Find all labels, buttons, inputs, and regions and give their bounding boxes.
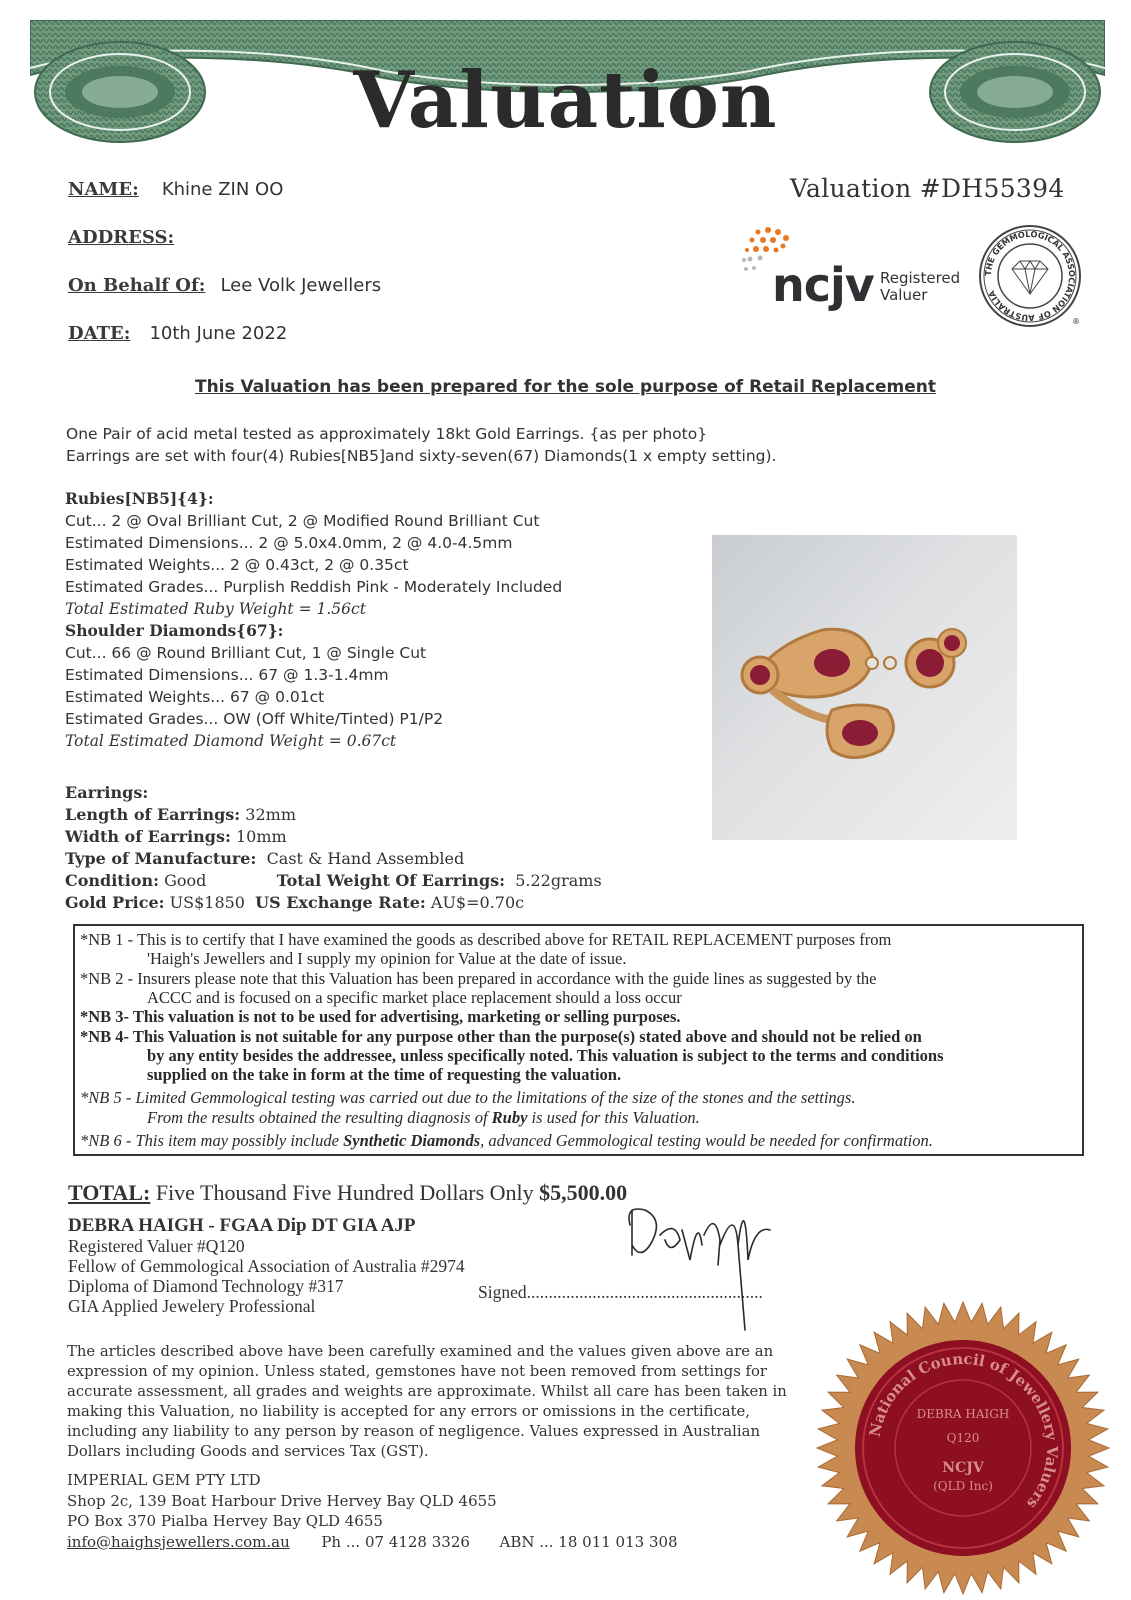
manufacture-value: Cast & Hand Assembled	[266, 849, 465, 868]
company-details	[67, 1470, 678, 1552]
gaa-seal-text: THE GEMMOLOGICAL ASSOCIATION OF AUSTRALIA	[982, 228, 1078, 324]
rubies-cut: Cut... 2 @ Oval Brilliant Cut, 2 @ Modified Round Brilliant Cut	[65, 512, 540, 530]
description-line-1: One Pair of acid metal tested as approximately 18kt Gold Earrings. {as per photo}	[66, 425, 708, 443]
rubies-heading: Rubies[NB5]{4}:	[65, 489, 214, 508]
diamonds-total: Total Estimated Diamond Weight = 0.67ct	[65, 732, 397, 750]
description-line-2: Earrings are set with four(4) Rubies[NB5]and sixty-seven(67) Diamonds(1 x empty setting).	[66, 447, 777, 465]
disclaimer: The articles described above have been carefully examined and the values given above are an expression of my opinion. Unless stated, gemstones have not been removed from settings for accurate assessment, all grades and weights are approximate. Whilst all care has been taken in making this Valuation, no liability is accepted for any errors or omissions in the certificate, including any liability to any person by reason of negligence. Values expressed in Australian Dollars including Goods and services Tax (GST).	[67, 1343, 787, 1460]
gold-label: Gold Price:	[65, 893, 165, 912]
address-row	[68, 227, 174, 248]
behalf-value: Lee Volk Jewellers	[220, 275, 382, 296]
name-label: NAME:	[68, 179, 139, 200]
valuer-line1: Registered Valuer #Q120	[68, 1236, 245, 1256]
handwritten-signature	[620, 1185, 790, 1335]
nb6-pre: *NB 6 - This item may possibly include	[80, 1131, 344, 1150]
ncjv-line1: Registered	[880, 269, 961, 287]
diamonds-grades: Estimated Grades... OW (Off White/Tinted) P1/P2	[65, 710, 444, 728]
total-amount: $5,500.00	[539, 1180, 628, 1205]
date-row	[68, 323, 287, 344]
condition-value: Good	[164, 871, 207, 890]
earrings-heading: Earrings:	[65, 783, 149, 802]
seal-line1: DEBRA HAIGH	[916, 1407, 1010, 1421]
total-words: Five Thousand Five Hundred Dollars Only	[155, 1180, 534, 1205]
rubies-total: Total Estimated Ruby Weight = 1.56ct	[65, 600, 366, 618]
valuer-line3: Diploma of Diamond Technology #317	[68, 1276, 344, 1296]
nb5-line2	[147, 1108, 700, 1127]
nb1-line2: 'Haigh's Jewellers and I supply my opinion for Value at the date of issue.	[147, 949, 627, 968]
earrings-illustration	[712, 535, 1017, 840]
nb5-pre: From the results obtained the resulting diagnosis of	[147, 1108, 492, 1127]
gaa-seal-icon	[976, 222, 1084, 330]
seal-line3: NCJV	[942, 1460, 984, 1476]
valuation-number: Valuation #DH55394	[790, 174, 1065, 203]
behalf-label: On Behalf Of:	[68, 275, 206, 296]
rubies-weights: Estimated Weights... 2 @ 0.43ct, 2 @ 0.35ct	[65, 556, 409, 574]
total-row	[68, 1180, 627, 1206]
nb4-line2: by any entity besides the addressee, unless specifically noted. This valuation is subject to the terms and conditions	[147, 1046, 944, 1065]
company-address1: Shop 2c, 139 Boat Harbour Drive Hervey Bay QLD 4655	[67, 1491, 497, 1510]
nb6-bold: Synthetic Diamonds	[343, 1131, 481, 1150]
gold-value: US$1850	[169, 893, 245, 912]
width-label: Width of Earrings:	[65, 827, 231, 846]
seal-line2: Q120	[946, 1431, 980, 1445]
date-label: DATE:	[68, 323, 131, 344]
diamonds-cut: Cut... 66 @ Round Brilliant Cut, 1 @ Single Cut	[65, 644, 427, 662]
valuer-line4: GIA Applied Jewelery Professional	[68, 1296, 316, 1316]
diamonds-heading: Shoulder Diamonds{67}:	[65, 621, 284, 640]
company-phone: Ph ... 07 4128 3326	[321, 1532, 470, 1551]
total-weight-value: 5.22grams	[515, 871, 602, 890]
company-email[interactable]: info@haighsjewellers.com.au	[67, 1532, 290, 1551]
nb5-bold: Ruby	[491, 1108, 528, 1127]
valuer-details	[68, 1216, 465, 1316]
address-label: ADDRESS:	[68, 227, 175, 248]
seal-ring-text: National Council of Jewellery Valuers	[865, 1349, 1062, 1513]
date-value: 10th June 2022	[149, 323, 288, 344]
stone-specifications	[65, 488, 562, 752]
svg-text:THE GEMMOLOGICAL ASSOCIATION O	[983, 229, 1077, 323]
company-name: IMPERIAL GEM PTY LTD	[67, 1471, 261, 1489]
diamonds-weights: Estimated Weights... 67 @ 0.01ct	[65, 688, 325, 706]
nb2-line1: *NB 2 - Insurers please note that this Valuation has been prepared in accordance with the guide lines as suggested by the	[80, 969, 877, 988]
total-weight-label: Total Weight Of Earrings:	[276, 871, 506, 890]
length-value: 32mm	[245, 805, 296, 824]
length-label: Length of Earrings:	[65, 805, 241, 824]
nb3: *NB 3- This valuation is not to be used for advertising, marketing or selling purposes.	[80, 1007, 681, 1026]
exchange-value: AU$=0.70c	[430, 893, 525, 912]
manufacture-label: Type of Manufacture:	[65, 849, 257, 868]
nb6-post: , advanced Gemmological testing would be needed for confirmation.	[480, 1131, 933, 1150]
item-description	[66, 423, 776, 467]
condition-label: Condition:	[65, 871, 159, 890]
seal-line4: (QLD Inc)	[933, 1479, 993, 1493]
width-value: 10mm	[236, 827, 287, 846]
nb4-line1: *NB 4- This Valuation is not suitable for any purpose other than the purpose(s) stated above and should not be relied on	[80, 1027, 922, 1046]
rubies-dimensions: Estimated Dimensions... 2 @ 5.0x4.0mm, 2 @ 4.0-4.5mm	[65, 534, 513, 552]
exchange-label: US Exchange Rate:	[255, 893, 426, 912]
nb6	[80, 1131, 933, 1150]
svg-text:®: ®	[1072, 317, 1080, 326]
behalf-row	[68, 275, 381, 296]
company-abn: ABN ... 18 011 013 308	[499, 1532, 678, 1551]
document-title: Valuation	[353, 55, 778, 146]
ncjv-line2: Valuer	[880, 286, 928, 304]
company-address2: PO Box 370 Pialba Hervey Bay QLD 4655	[67, 1512, 383, 1530]
nb4-line3: supplied on the take in form at the time of requesting the valuation.	[147, 1065, 622, 1084]
name-row	[68, 179, 283, 200]
rubies-grades: Estimated Grades... Purplish Reddish Pink - Moderately Included	[65, 578, 563, 596]
nb2-line2: ACCC and is focused on a specific market place replacement should a loss occur	[147, 988, 682, 1007]
total-label: TOTAL:	[68, 1180, 151, 1205]
earrings-photo	[712, 535, 1017, 840]
signed-line: Signed......................................................	[478, 1282, 763, 1302]
nb5-post: is used for this Valuation.	[527, 1108, 700, 1127]
nb1-line1: *NB 1 - This is to certify that I have examined the goods as described above for RETAIL REPLACEMENT purposes from	[80, 930, 892, 949]
valuation-purpose: This Valuation has been prepared for the sole purpose of Retail Replacement	[194, 377, 937, 397]
ncjv-wax-seal	[815, 1300, 1111, 1596]
ncjv-registered-valuer	[880, 270, 960, 304]
ncjv-wordmark: ncjv	[772, 258, 874, 312]
valuer-line2: Fellow of Gemmological Association of Australia #2974	[68, 1256, 465, 1276]
earrings-details	[65, 782, 602, 914]
valuer-name: DEBRA HAIGH - FGAA Dip DT GIA AJP	[68, 1215, 416, 1236]
diamonds-dimensions: Estimated Dimensions... 67 @ 1.3-1.4mm	[65, 666, 389, 684]
nb5-line1: *NB 5 - Limited Gemmological testing was carried out due to the limitations of the size of the stones and the settings.	[80, 1088, 856, 1107]
name-value: Khine ZIN OO	[161, 179, 284, 200]
